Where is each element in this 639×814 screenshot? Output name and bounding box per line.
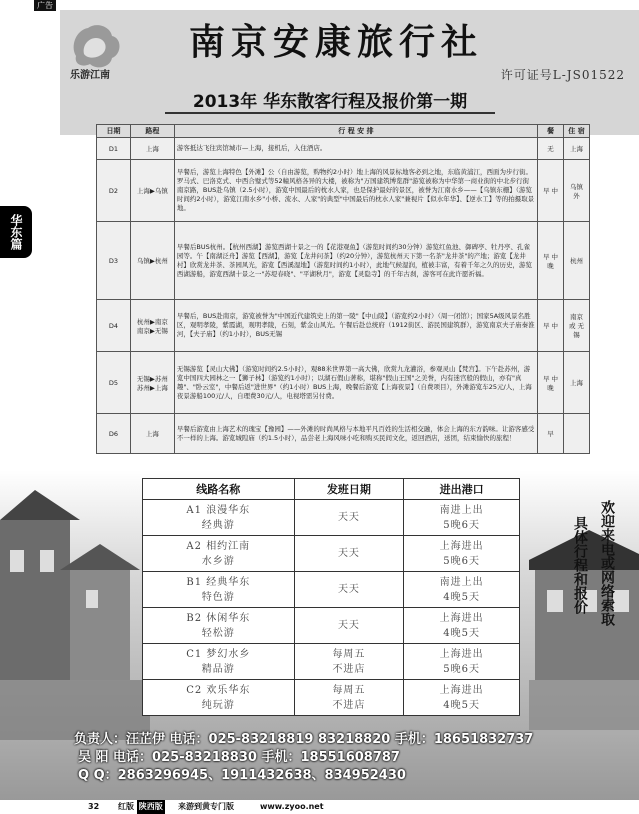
route-row bbox=[143, 536, 520, 572]
row-stay bbox=[564, 414, 590, 454]
itinerary-row bbox=[97, 300, 590, 352]
route-duration: 4晚5天 bbox=[443, 627, 481, 639]
route-name bbox=[143, 608, 295, 644]
header-port: 进出港口 bbox=[404, 479, 520, 500]
header-departure-dates: 发班日期 bbox=[294, 479, 404, 500]
route-dates bbox=[294, 572, 404, 608]
row-plan: 早餐后BUS杭州。【杭州西湖】游览西湖十景之一的【花港观鱼】（游览时间约30分钟）游览红鱼池、御碑亭、牡丹亭、孔雀园等。午【南湖泛舟】游览【西湖】，游览【龙井问茶】（约20分钟），游览杭州天下第一名茶"龙井茶"的产地；游览【龙井村】欣赏龙井茶、茶园风光，游览【西溪湿地】（游览时间约1小时），此地气候湿润，植被丰富，有着千年之久的历史，游览西湖游船，游览西湖十景之一"苏堤春晓"、"平湖秋月"，游览【灵隐寺】的千年古刹，游客可在此许愿祈福。 bbox=[174, 222, 537, 300]
region-side-tab: 华东篇 bbox=[0, 206, 32, 258]
welcome-text: 欢迎来电或网络索取 bbox=[599, 500, 615, 626]
row-plan: 早餐后，BUS赴南京，游览被誉为"中国近代建筑史上的第一陵"【中山陵】（游览约2小时）（周一闭馆）；国家5A级风景名胜区，观明孝陵，紫霞湖，观明孝陵，石刻，紫金山风光。午餐后赴总统府（1912街区、游民国建筑群），游览南京夫子庙秦淮河，【夫子庙】（约1小时），BUS无锡 bbox=[174, 300, 537, 352]
route-duration: 5晚6天 bbox=[443, 555, 481, 567]
route-port-line1: 上海进出 bbox=[439, 684, 484, 696]
route-dates bbox=[294, 608, 404, 644]
contact-line-qq: Q Q：2863296945、1911432638、834952430 bbox=[78, 768, 406, 783]
route-port bbox=[404, 500, 520, 536]
routes-table bbox=[142, 478, 520, 716]
route-name-line1: 梦幻水乡 bbox=[206, 648, 251, 660]
row-day: D1 bbox=[97, 138, 131, 160]
header-meal: 餐 bbox=[538, 125, 564, 138]
route-port bbox=[404, 572, 520, 608]
route-name bbox=[143, 500, 295, 536]
route-name-line1: 欢乐华东 bbox=[206, 684, 251, 696]
route-code: B2 bbox=[186, 612, 203, 624]
row-day: D6 bbox=[97, 414, 131, 454]
row-meal: 无 bbox=[538, 138, 564, 160]
row-day: D5 bbox=[97, 352, 131, 414]
page-footer bbox=[0, 800, 639, 814]
route-row bbox=[143, 680, 520, 716]
route-port-line1: 南进上出 bbox=[439, 504, 484, 516]
route-dates bbox=[294, 644, 404, 680]
route-port bbox=[404, 644, 520, 680]
row-meal: 早 bbox=[538, 414, 564, 454]
routes-header-row bbox=[143, 479, 520, 500]
footer-brand-label: 红版 bbox=[118, 802, 134, 811]
route-row bbox=[143, 500, 520, 536]
route-code: B1 bbox=[186, 576, 203, 588]
route-name bbox=[143, 572, 295, 608]
route-dates-line1: 天天 bbox=[337, 512, 360, 523]
row-route: 上海 bbox=[130, 414, 174, 454]
contact-line-primary: 负责人：汪芷伊 电话：025-83218819 83218820 手机：18651832737 bbox=[74, 732, 534, 747]
row-day: D3 bbox=[97, 222, 131, 300]
row-route: 上海▶乌镇 bbox=[130, 160, 174, 222]
itinerary-row bbox=[97, 160, 590, 222]
route-code: C1 bbox=[186, 648, 203, 660]
route-duration: 4晚5天 bbox=[443, 591, 481, 603]
contact-line-secondary: 吴 阳 电话：025-83218830 手机：18551608787 bbox=[78, 750, 400, 765]
footer-edition-mark: 陕西版 bbox=[137, 800, 165, 814]
route-name-line2: 精品游 bbox=[201, 663, 235, 675]
route-dates-line1: 每周五 bbox=[332, 648, 366, 660]
route-row bbox=[143, 572, 520, 608]
header-plan: 行 程 安 排 bbox=[174, 125, 537, 138]
route-port bbox=[404, 536, 520, 572]
route-dates-line2: 不进店 bbox=[332, 699, 366, 711]
route-port-line1: 上海进出 bbox=[439, 540, 484, 552]
route-dates-line1: 天天 bbox=[337, 548, 360, 559]
route-duration: 5晚6天 bbox=[443, 519, 481, 531]
itinerary-row bbox=[97, 352, 590, 414]
row-route: 无锡▶苏州 苏州▶上海 bbox=[130, 352, 174, 414]
footer-url[interactable]: www.zyoo.net bbox=[260, 802, 324, 811]
itinerary-row bbox=[97, 222, 590, 300]
header-route: 路程 bbox=[130, 125, 174, 138]
route-dates bbox=[294, 536, 404, 572]
row-meal: 早 中 bbox=[538, 300, 564, 352]
footer-brand bbox=[118, 800, 165, 814]
row-plan: 早餐后游览由上海艺术的瑰宝【豫园】——外滩的时尚风格与本地平凡百姓的生活相交融，体会上海的东方韵味。让游客感受不一样的上海。游览城隍庙（约1.5小时），品尝老上海风味小吃和购买民间文化，返回酒店，送团，结束愉快的旅程！ bbox=[174, 414, 537, 454]
header-stay: 住 宿 bbox=[564, 125, 590, 138]
itinerary-header-row bbox=[97, 125, 590, 138]
row-day: D4 bbox=[97, 300, 131, 352]
route-name-line1: 休闲华东 bbox=[206, 612, 251, 624]
itinerary-table bbox=[96, 124, 590, 454]
page-number: 32 bbox=[88, 802, 100, 811]
row-meal: 早 中 bbox=[538, 160, 564, 222]
agency-title: 南京安康旅行社 bbox=[188, 21, 483, 63]
route-name bbox=[143, 680, 295, 716]
route-port-line1: 上海进出 bbox=[439, 612, 484, 624]
route-name bbox=[143, 644, 295, 680]
row-route: 上海 bbox=[130, 138, 174, 160]
watertown-houses-image bbox=[0, 480, 150, 740]
ad-tag: 广告 bbox=[34, 0, 56, 11]
license-number: 许可证号L-JS01522 bbox=[500, 68, 625, 82]
route-duration: 4晚5天 bbox=[443, 699, 481, 711]
route-name-line1: 浪漫华东 bbox=[206, 504, 251, 516]
route-name-line2: 经典游 bbox=[201, 519, 235, 531]
row-route: 杭州▶南京 南京▶无锡 bbox=[130, 300, 174, 352]
row-stay: 上海 bbox=[564, 352, 590, 414]
itinerary-row bbox=[97, 414, 590, 454]
row-route: 乌镇▶杭州 bbox=[130, 222, 174, 300]
route-code: A2 bbox=[186, 540, 202, 552]
row-meal: 早 中 晚 bbox=[538, 352, 564, 414]
details-text: 具体行程和报价 bbox=[572, 516, 588, 614]
route-port-line1: 南进上出 bbox=[439, 576, 484, 588]
row-plan: 早餐后，游览上海特色【外滩】公（自由游览，购物约2小时）地上海的风景标地客必到之地，东临黄浦江，西面为步行街。罗马式、巴洛克式、中西合璧式等52幢风格各异的大楼，被称为"万国建筑博览群"游览被称为中华第一商业街的中北步行街南京路，BUS赴乌镇（2.5小时），游览中国最后的枕水人家，也是保护最好的景区，被誉为江南水乡——【乌镇东栅】（游览时间约2小时），游览江南水乡"小桥、流水、人家"的典型"中国最后的枕水人家"兼视片【似水年华】、【逆水工】等的拍摄取景地。 bbox=[174, 160, 537, 222]
route-code: C2 bbox=[186, 684, 203, 696]
route-dates-line1: 天天 bbox=[337, 620, 360, 631]
header-route-name: 线路名称 bbox=[143, 479, 295, 500]
route-dates-line1: 天天 bbox=[337, 584, 360, 595]
route-duration: 5晚6天 bbox=[443, 663, 481, 675]
route-dates bbox=[294, 680, 404, 716]
row-plan: 游客抵达飞往宾馆城市—上海，接机后，入住酒店。 bbox=[174, 138, 537, 160]
route-name-line2: 轻松游 bbox=[201, 627, 235, 639]
row-stay: 上海 bbox=[564, 138, 590, 160]
route-port bbox=[404, 680, 520, 716]
route-name-line2: 水乡游 bbox=[201, 555, 235, 567]
itinerary-row bbox=[97, 138, 590, 160]
route-name-line1: 经典华东 bbox=[206, 576, 251, 588]
logo-text: 乐游江南 bbox=[70, 70, 110, 81]
route-row bbox=[143, 644, 520, 680]
page-subtitle: 2013年 华东散客行程及报价第一期 bbox=[165, 90, 495, 114]
route-name bbox=[143, 536, 295, 572]
row-stay: 杭州 bbox=[564, 222, 590, 300]
row-stay: 乌镇 外 bbox=[564, 160, 590, 222]
route-dates-line1: 每周五 bbox=[332, 684, 366, 696]
route-code: A1 bbox=[186, 504, 202, 516]
route-name-line1: 相约江南 bbox=[206, 540, 251, 552]
row-day: D2 bbox=[97, 160, 131, 222]
row-plan: 无锡游览【灵山大佛】（游览时间约2.5小时），观88米世界第一高大佛，欣赏九龙灌浴，参观灵山【梵宫】。下午赴苏州，游览中国四大园林之一【狮子林】（游览约1小时）；以湖石假山著称，堪称"假山王国"之美誉，内有迷宫般的假山，亦有"真趣"、"卧云室"，中餐后返"进世界"（约1小时）BUS上海，晚餐后游览【上海夜景】（自费项目），外滩游览车25元/人，上海夜景游船100元/人，自理费30元/人，电视塔需另付费。 bbox=[174, 352, 537, 414]
route-name-line2: 纯玩游 bbox=[201, 699, 235, 711]
contact-block bbox=[74, 731, 634, 785]
route-port-line1: 上海进出 bbox=[439, 648, 484, 660]
footer-slogan: 来游到黄专门版 bbox=[178, 802, 234, 811]
row-stay: 南京 或 无锡 bbox=[564, 300, 590, 352]
route-port bbox=[404, 608, 520, 644]
route-name-line2: 特色游 bbox=[201, 591, 235, 603]
row-meal: 早 中 晚 bbox=[538, 222, 564, 300]
header-day: 日期 bbox=[97, 125, 131, 138]
route-dates bbox=[294, 500, 404, 536]
route-dates-line2: 不进店 bbox=[332, 663, 366, 675]
route-row bbox=[143, 608, 520, 644]
